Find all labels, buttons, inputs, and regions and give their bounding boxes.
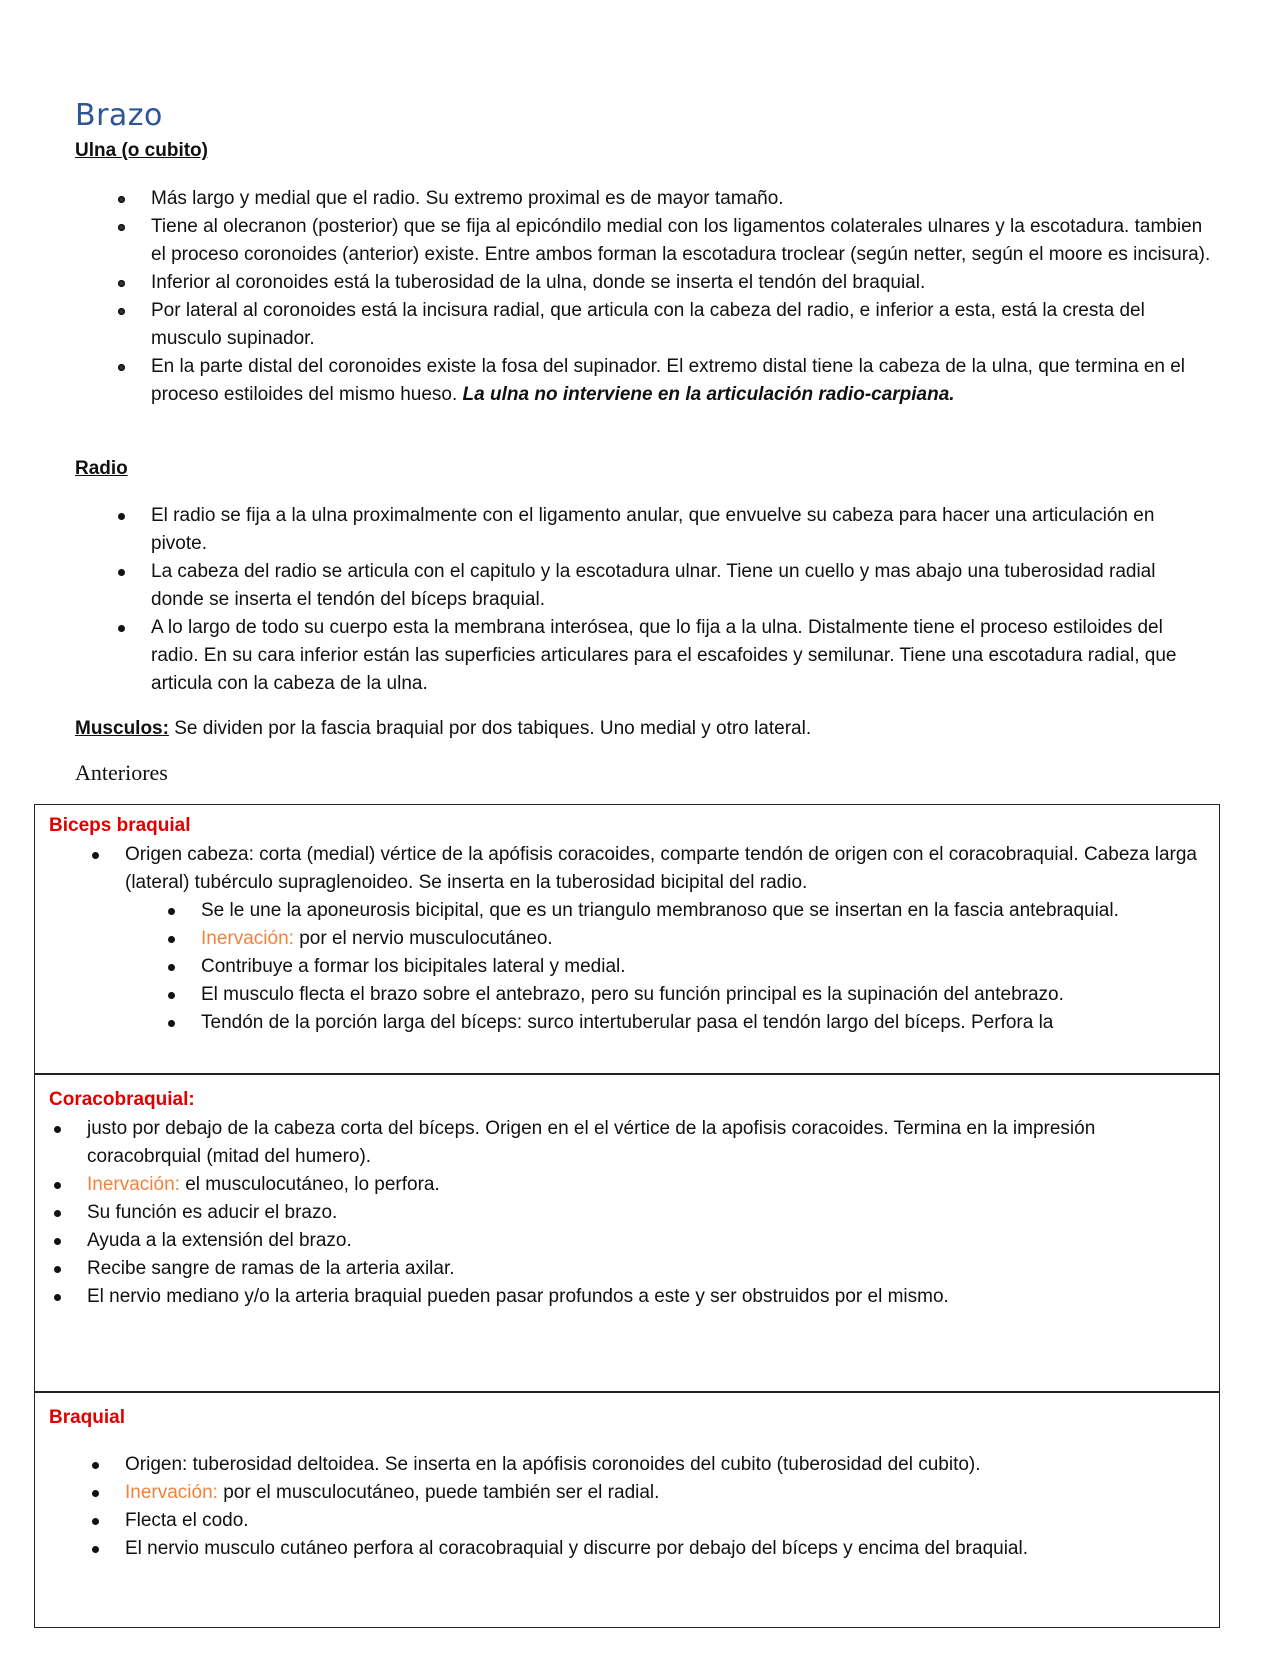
bullet-icon xyxy=(54,1210,61,1217)
bullet-icon xyxy=(54,1182,61,1189)
list-item: Tendón de la porción larga del bíceps: surco intertuberular pasa el tendón largo del bíceps. Perfora la xyxy=(201,1009,1201,1037)
list-item: El nervio mediano y/o la arteria braquial pueden pasar profundos a este y ser obstruidos por el mismo. xyxy=(87,1283,1202,1311)
list-item: Por lateral al coronoides está la incisura radial, que articula con la cabeza del radio, e inferior a esta, está la cresta del musculo supinador. xyxy=(151,297,1211,353)
bullet-icon xyxy=(118,196,125,203)
bullet-icon xyxy=(118,569,125,576)
bullet-icon xyxy=(168,908,175,915)
coracobraquial-title: Coracobraquial: xyxy=(49,1089,195,1110)
anteriores-heading: Anteriores xyxy=(75,760,168,785)
bullet-icon xyxy=(54,1238,61,1245)
bullet-icon xyxy=(168,1020,175,1027)
list-item: El radio se fija a la ulna proximalmente con el ligamento anular, que envuelve su cabeza para hacer una articulación en pivote. xyxy=(151,502,1211,558)
bullet-icon xyxy=(168,936,175,943)
list-item: El musculo flecta el brazo sobre el antebrazo, pero su función principal es la supinación del antebrazo. xyxy=(201,981,1201,1009)
inervacion-label: Inervación: xyxy=(87,1174,180,1195)
bullet-icon xyxy=(54,1126,61,1133)
biceps-title: Biceps braquial xyxy=(49,815,191,836)
bullet-icon xyxy=(118,625,125,632)
bullet-icon xyxy=(92,1462,99,1469)
list-item: Ayuda a la extensión del brazo. xyxy=(87,1227,1202,1255)
bullet-icon xyxy=(118,280,125,287)
bullet-icon xyxy=(118,364,125,371)
list-item: justo por debajo de la cabeza corta del bíceps. Origen en el el vértice de la apofisis coracoides. Termina en la impresión coracobrquial (mitad del humero). xyxy=(87,1115,1202,1171)
list-item: Tiene al olecranon (posterior) que se fija al epicóndilo medial con los ligamentos colaterales ulnares y la escotadura. tambien el proceso coronoides (anterior) existe. Entre ambos forman la escotadura troclear (según netter, según el moore es incisura). xyxy=(151,213,1211,269)
ulna-heading: Ulna (o cubito) xyxy=(75,140,208,161)
bullet-icon xyxy=(118,308,125,315)
musculos-label: Musculos: xyxy=(75,718,169,739)
biceps-sub-list xyxy=(201,897,1201,1037)
list-item: Se le une la aponeurosis bicipital, que es un triangulo membranoso que se insertan en la fascia antebraquial. xyxy=(201,897,1201,925)
list-item: En la parte distal del coronoides existe la fosa del supinador. El extremo distal tiene la cabeza de la ulna, que termina en el proceso estiloides del mismo hueso. La ulna no interviene en la articulación radio-carpiana. xyxy=(151,353,1211,409)
bullet-icon xyxy=(92,1490,99,1497)
page-title: Brazo xyxy=(75,98,163,133)
bullet-icon xyxy=(168,964,175,971)
bullet-icon xyxy=(54,1294,61,1301)
list-item: A lo largo de todo su cuerpo esta la membrana interósea, que lo fija a la ulna. Distalmente tiene el proceso estiloides del radio. En su cara inferior están las superficies articulares para el escafoides y semilunar. Tiene una escotadura radial, que articula con la cabeza de la ulna. xyxy=(151,614,1211,698)
bullet-icon xyxy=(118,224,125,231)
ulna-list xyxy=(151,185,1211,409)
bullet-icon xyxy=(92,1518,99,1525)
list-item: Inervación: por el musculocutáneo, puede también ser el radial. xyxy=(125,1479,1205,1507)
braquial-title: Braquial xyxy=(49,1407,126,1428)
list-item: La cabeza del radio se articula con el capitulo y la escotadura ulnar. Tiene un cuello y mas abajo una tuberosidad radial donde se inserta el tendón del bíceps braquial. xyxy=(151,558,1211,614)
list-item: Origen cabeza: corta (medial) vértice de la apófisis coracoides, comparte tendón de origen con el coracobraquial. Cabeza larga (lateral) tubérculo supraglenoideo. Se inserta en la tuberosidad bicipital del radio. xyxy=(125,841,1205,897)
list-item: El nervio musculo cutáneo perfora al coracobraquial y discurre por debajo del bíceps y encima del braquial. xyxy=(125,1535,1205,1563)
list-item: Su función es aducir el brazo. xyxy=(87,1199,1202,1227)
musculos-paragraph: Musculos: Se dividen por la fascia braquial por dos tabiques. Uno medial y otro lateral. xyxy=(75,718,812,739)
list-item: Flecta el codo. xyxy=(125,1507,1205,1535)
bullet-icon xyxy=(118,513,125,520)
list-item: Recibe sangre de ramas de la arteria axilar. xyxy=(87,1255,1202,1283)
bullet-icon xyxy=(92,852,99,859)
biceps-box xyxy=(34,804,1220,1074)
list-item: Inervación: el musculocutáneo, lo perfora. xyxy=(87,1171,1202,1199)
list-item: Origen: tuberosidad deltoidea. Se inserta en la apófisis coronoides del cubito (tuberosidad del cubito). xyxy=(125,1451,1205,1479)
coracobraquial-list xyxy=(87,1115,1202,1311)
bullet-icon xyxy=(92,1546,99,1553)
radio-list xyxy=(151,502,1211,698)
inervacion-label: Inervación: xyxy=(201,928,294,949)
bullet-icon xyxy=(54,1266,61,1273)
list-item: Inervación: por el nervio musculocutáneo. xyxy=(201,925,1201,953)
coracobraquial-box xyxy=(34,1074,1220,1392)
list-item: Inferior al coronoides está la tuberosidad de la ulna, donde se inserta el tendón del braquial. xyxy=(151,269,1211,297)
bullet-icon xyxy=(168,992,175,999)
emphasis-text: La ulna no interviene en la articulación radio-carpiana. xyxy=(462,384,955,405)
biceps-main-list xyxy=(125,841,1205,897)
inervacion-label: Inervación: xyxy=(125,1482,218,1503)
braquial-list xyxy=(125,1451,1205,1563)
braquial-box xyxy=(34,1392,1220,1628)
radio-heading: Radio xyxy=(75,458,128,479)
list-item: Más largo y medial que el radio. Su extremo proximal es de mayor tamaño. xyxy=(151,185,1211,213)
list-item: Contribuye a formar los bicipitales lateral y medial. xyxy=(201,953,1201,981)
